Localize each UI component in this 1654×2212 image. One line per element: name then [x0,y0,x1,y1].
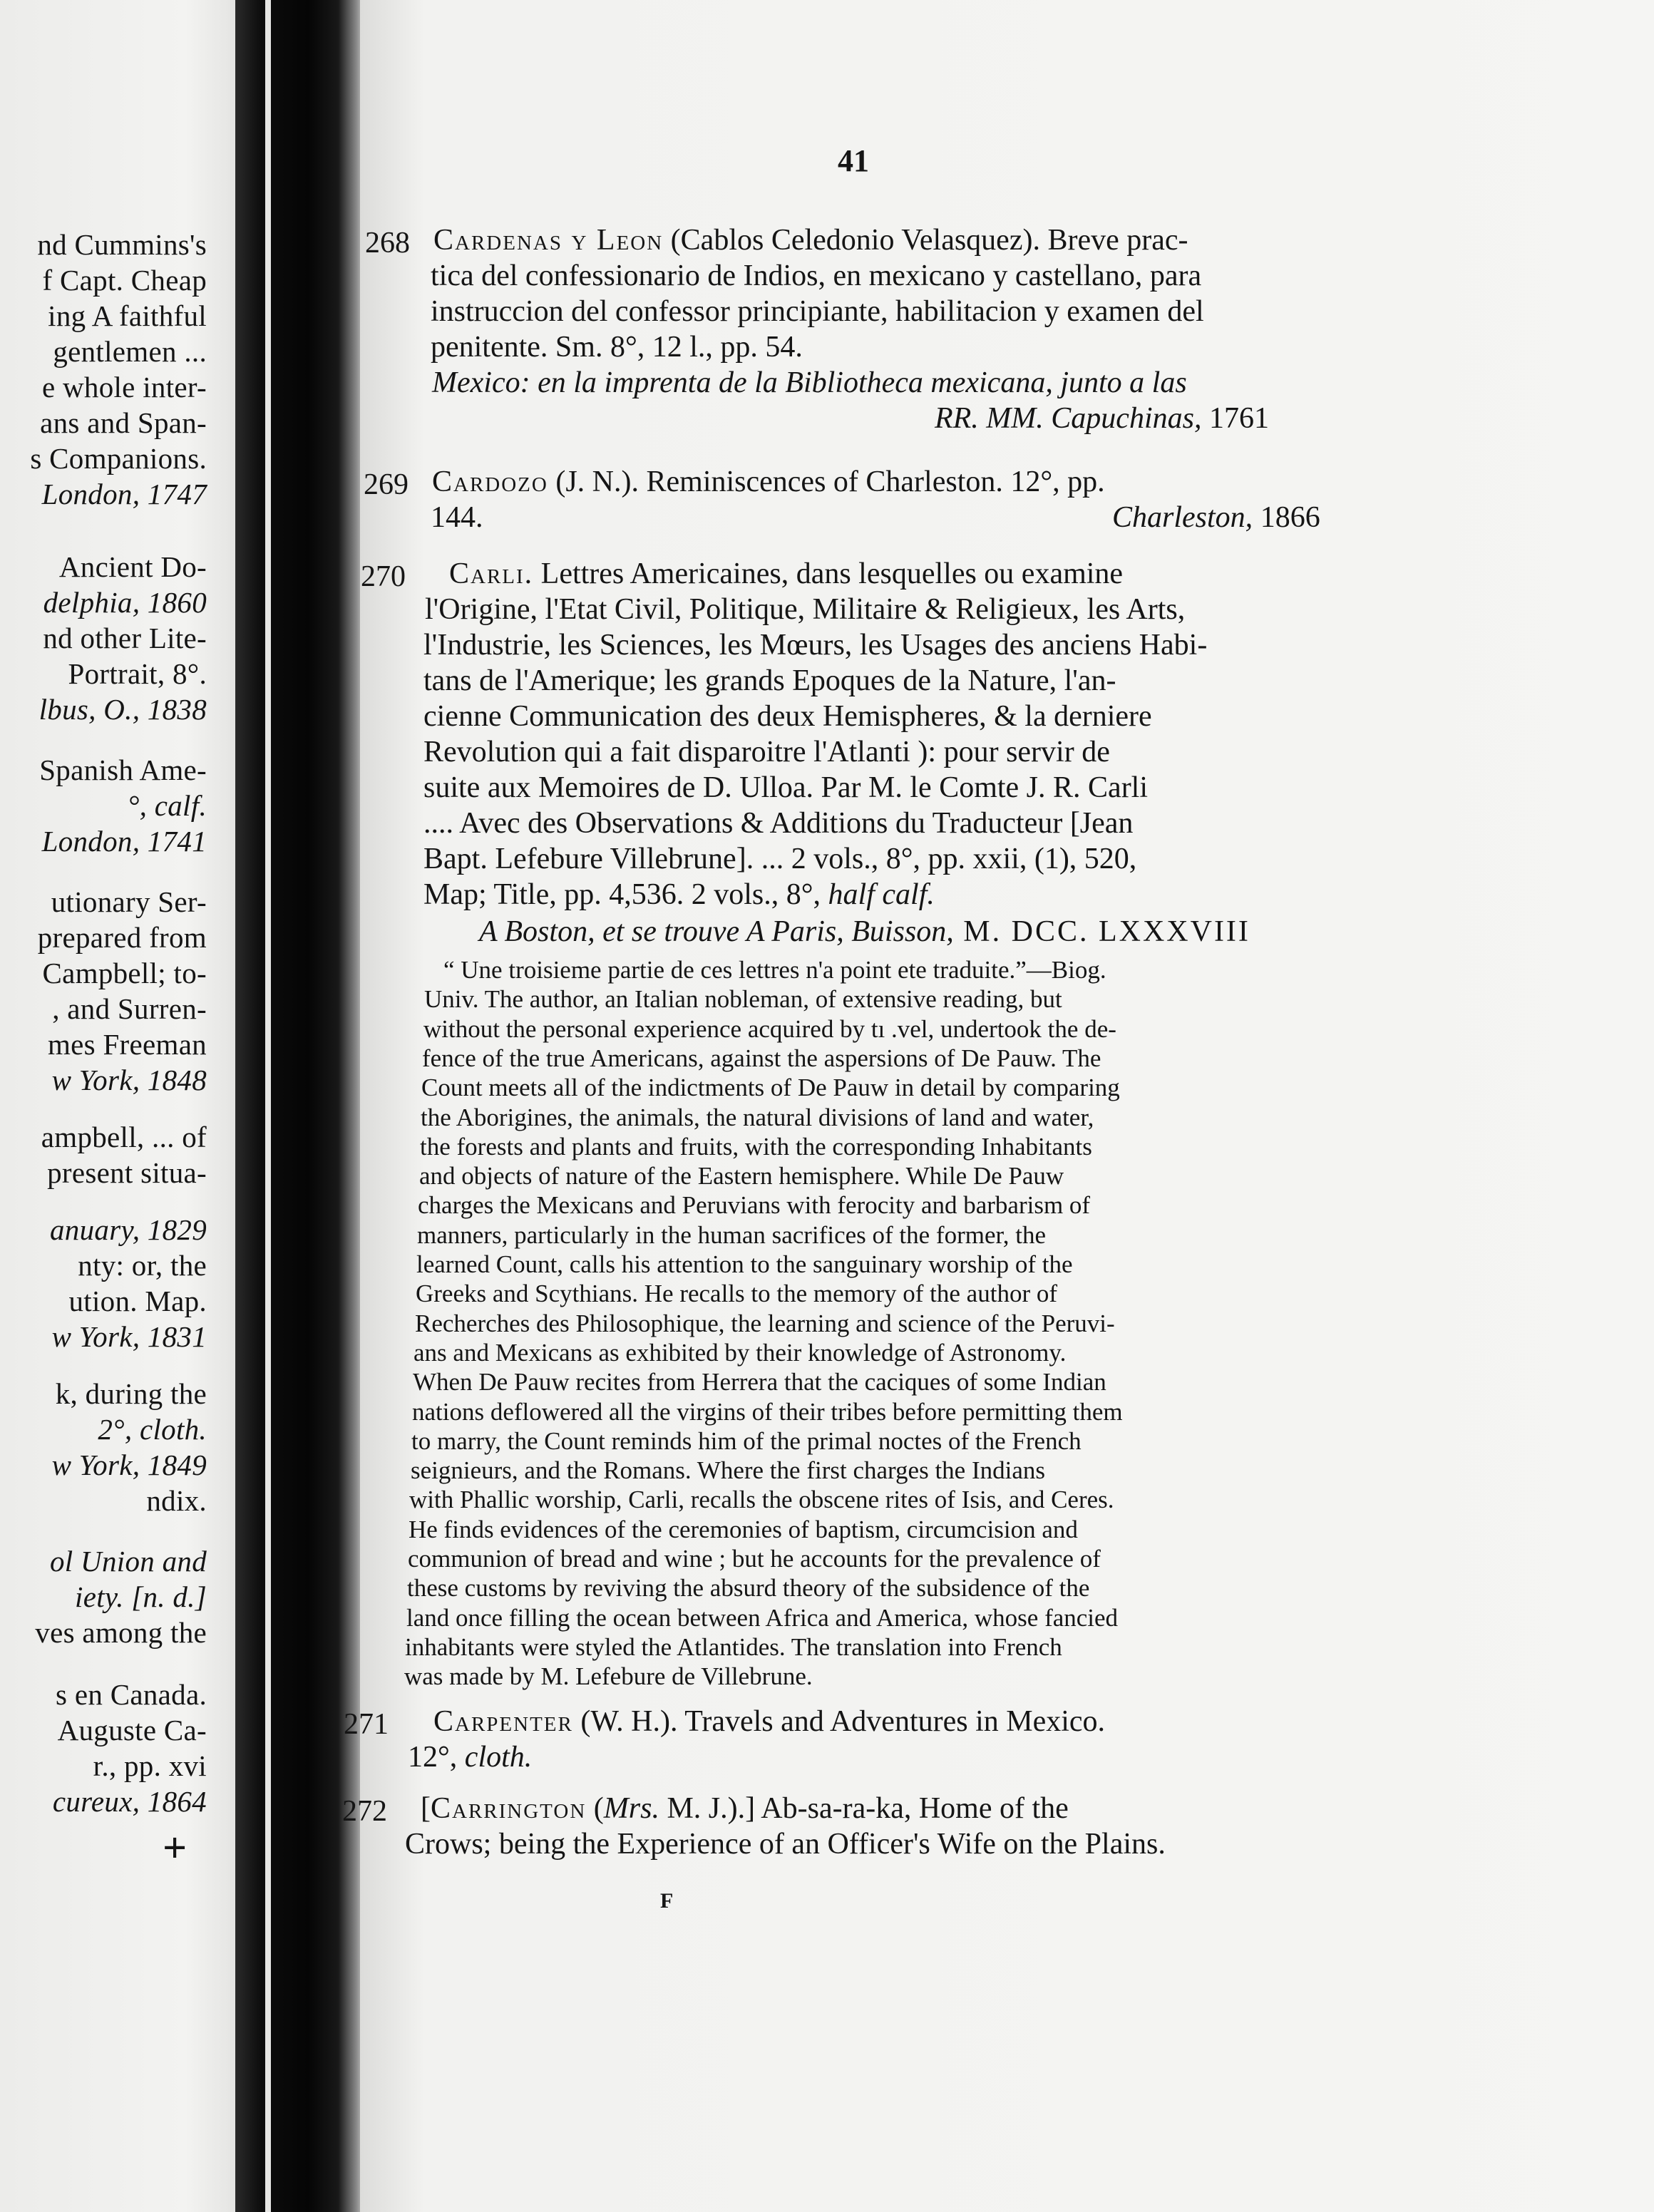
left-page-line: ndix. [146,1484,207,1517]
entry-line: Revolution qui a fait disparoitre l'Atlanti ): pour servir de [423,736,1110,768]
entry-imprint: A Boston, et se trouve A Paris, Buisson, M. DCC. LXXXVIII [479,915,1250,948]
entry-line: instruccion del confessor principiante, habilitacion y examen del [431,295,1204,328]
note-line: and objects of nature of the Eastern hemisphere. While De Pauw [419,1162,1064,1190]
entry-line: tans de l'Amerique; les grands Epoques de la Nature, l'an- [423,664,1116,697]
left-page-line: anuary, 1829 [50,1213,207,1246]
book-gutter-shadow [235,0,367,2212]
note-line: Count meets all of the indictments of De Pauw in detail by comparing [421,1074,1120,1101]
left-page-line: °, calf. [127,789,207,822]
note-line: He finds evidences of the ceremonies of baptism, circumcision and [409,1516,1078,1543]
left-page-line: Portrait, 8°. [68,657,207,690]
left-page-line: nty: or, the [78,1249,207,1282]
entry-imprint: RR. MM. Capuchinas, 1761 [935,402,1269,435]
entry-author: Carpenter [433,1705,573,1738]
left-page-line: f Capt. Cheap [42,264,207,297]
note-line: with Phallic worship, Carli, recalls the obscene rites of Isis, and Ceres. [409,1486,1114,1513]
left-page-line: lbus, O., 1838 [38,693,207,726]
entry-author: Cardenas y Leon [433,224,664,257]
left-page-line: delphia, 1860 [43,586,207,619]
entry-line: suite aux Memoires de D. Ulloa. Par M. le Comte J. R. Carli [423,771,1149,804]
left-page-edge [265,0,271,2212]
note-line: Recherches des Philosophique, the learning and science of the Peruvi- [415,1310,1115,1337]
entry-line: 144. [431,501,483,534]
left-page-line: 2°, cloth. [98,1413,207,1446]
left-page-line: ves among the [35,1616,207,1649]
note-line: seignieurs, and the Romans. Where the first charges the Indians [411,1456,1045,1484]
signature-mark: F [660,1889,674,1913]
entry-line: Map; Title, pp. 4,536. 2 vols., 8°, half calf. [423,878,935,911]
entry-line: tica del confessionario de Indios, en mexicano y castellano, para [431,259,1202,292]
entry-imprint: Charleston, 1866 [1112,501,1320,534]
left-page-line: ans and Span- [40,406,207,439]
entry-number: 269 [364,468,409,501]
note-line: nations deflowered all the virgins of their tribes before permitting them [412,1398,1123,1426]
note-line: Univ. The author, an Italian nobleman, of extensive reading, but [424,985,1062,1013]
note-line: manners, particularly in the human sacrifices of the former, the [417,1221,1047,1249]
left-page-line: iety. [n. d.] [75,1580,207,1613]
entry-author: Cardozo [432,465,548,498]
note-line: without the personal experience acquired by tı .vel, undertook the de- [423,1015,1116,1043]
left-page-line: utionary Ser- [51,885,207,918]
entry-line: cienne Communication des deux Hemispheres, & la derniere [423,700,1152,733]
entry-line: 12°, cloth. [408,1741,533,1774]
note-line: fence of the true Americans, against the aspersions of De Pauw. The [422,1044,1101,1072]
entry-line: [Carrington (Mrs. M. J.).] Ab-sa-ra-ka, Home of the [421,1792,1069,1825]
entry-line: l'Origine, l'Etat Civil, Politique, Militaire & Religieux, les Arts, [425,593,1186,626]
entry-number: 271 [344,1708,389,1741]
note-line: the Aborigines, the animals, the natural divisions of land and water, [421,1104,1094,1131]
left-page-line: Ancient Do- [58,550,207,583]
note-line: learned Count, calls his attention to the sanguinary worship of the [416,1250,1073,1278]
left-page-line: w York, 1848 [51,1064,207,1096]
left-page-line: ol Union and [50,1545,207,1578]
left-page-line: prepared from [37,921,207,954]
left-page-line: , and Surren- [52,992,207,1025]
left-page-line: ing A faithful [48,299,207,332]
note-line: the forests and plants and fruits, with the corresponding Inhabitants [420,1133,1092,1161]
page-number: 41 [838,143,869,178]
note-line: Greeks and Scythians. He recalls to the memory of the author of [416,1280,1058,1307]
left-page-line: gentlemen ... [53,335,207,368]
entry-line: Cardozo (J. N.). Reminiscences of Charleston. 12°, pp. [432,465,1105,498]
left-page-line: present situa- [47,1156,207,1189]
entry-line: l'Industrie, les Sciences, les Mœurs, les Usages des anciens Habi- [423,629,1208,662]
note-line: land once filling the ocean between Africa and America, whose fancied [406,1604,1119,1632]
left-page-line: Auguste Ca- [57,1714,207,1747]
left-page-line: s en Canada. [56,1678,207,1711]
note-line: these customs by reviving the absurd theory of the subsidence of the [407,1574,1090,1602]
entry-author: Carli. [449,557,534,590]
left-page-line: w York, 1831 [51,1320,207,1353]
entry-line: .... Avec des Observations & Additions du Traducteur [Jean [423,807,1134,840]
left-page-line: ampbell, ... of [41,1121,207,1153]
entry-number: 270 [361,560,406,593]
entry-line: Carli. Lettres Americaines, dans lesquelles ou examine [449,557,1124,590]
note-line: inhabitants were styled the Atlantides. The translation into French [405,1633,1062,1661]
left-facing-page [0,0,265,2212]
left-page-line: cureux, 1864 [52,1785,207,1818]
entry-line: Cardenas y Leon (Cablos Celedonio Velasquez). Breve prac- [433,224,1188,257]
left-page-line: nd other Lite- [43,622,207,654]
note-line: communion of bread and wine ; but he accounts for the prevalence of [408,1545,1101,1573]
left-page-line: London, 1747 [41,478,207,510]
entry-number: 272 [342,1795,387,1828]
left-page-line: London, 1741 [41,825,207,858]
note-line: to marry, the Count reminds him of the primal noctes of the French [411,1427,1082,1455]
left-page-line: e whole inter- [41,371,207,403]
left-page-line: r., pp. xvi [93,1749,207,1782]
note-line: ans and Mexicans as exhibited by their knowledge of Astronomy. [414,1339,1067,1367]
note-line: “ Une troisieme partie de ces lettres n'a point ete traduite.”—Biog. [443,956,1106,984]
note-line: When De Pauw recites from Herrera that the caciques of some Indian [413,1368,1106,1396]
entry-number: 268 [365,227,410,259]
left-page-line: k, during the [55,1377,207,1410]
entry-line: Bapt. Lefebure Villebrune]. ... 2 vols., 8°, pp. xxii, (1), 520, [423,843,1137,875]
entry-author: Carrington [431,1792,587,1825]
left-page-line: mes Freeman [47,1028,207,1061]
entry-line: penitente. Sm. 8°, 12 l., pp. 54. [431,331,803,364]
left-page-line: Spanish Ame- [39,753,207,786]
note-line: charges the Mexicans and Peruvians with ferocity and barbarism of [418,1191,1091,1219]
left-page-line: s Companions. [30,442,207,475]
left-page-line: Campbell; to- [42,957,207,989]
note-line: was made by M. Lefebure de Villebrune. [404,1662,813,1690]
margin-mark: + [163,1824,188,1871]
left-page-line: nd Cummins's [37,228,207,261]
left-page-line: w York, 1849 [51,1449,207,1481]
entry-line: Crows; being the Experience of an Officer's Wife on the Plains. [405,1828,1166,1861]
entry-imprint: Mexico: en la imprenta de la Bibliotheca mexicana, junto a las [432,366,1187,399]
entry-line: Carpenter (W. H.). Travels and Adventures in Mexico. [433,1705,1106,1738]
left-page-line: ution. Map. [68,1285,207,1317]
